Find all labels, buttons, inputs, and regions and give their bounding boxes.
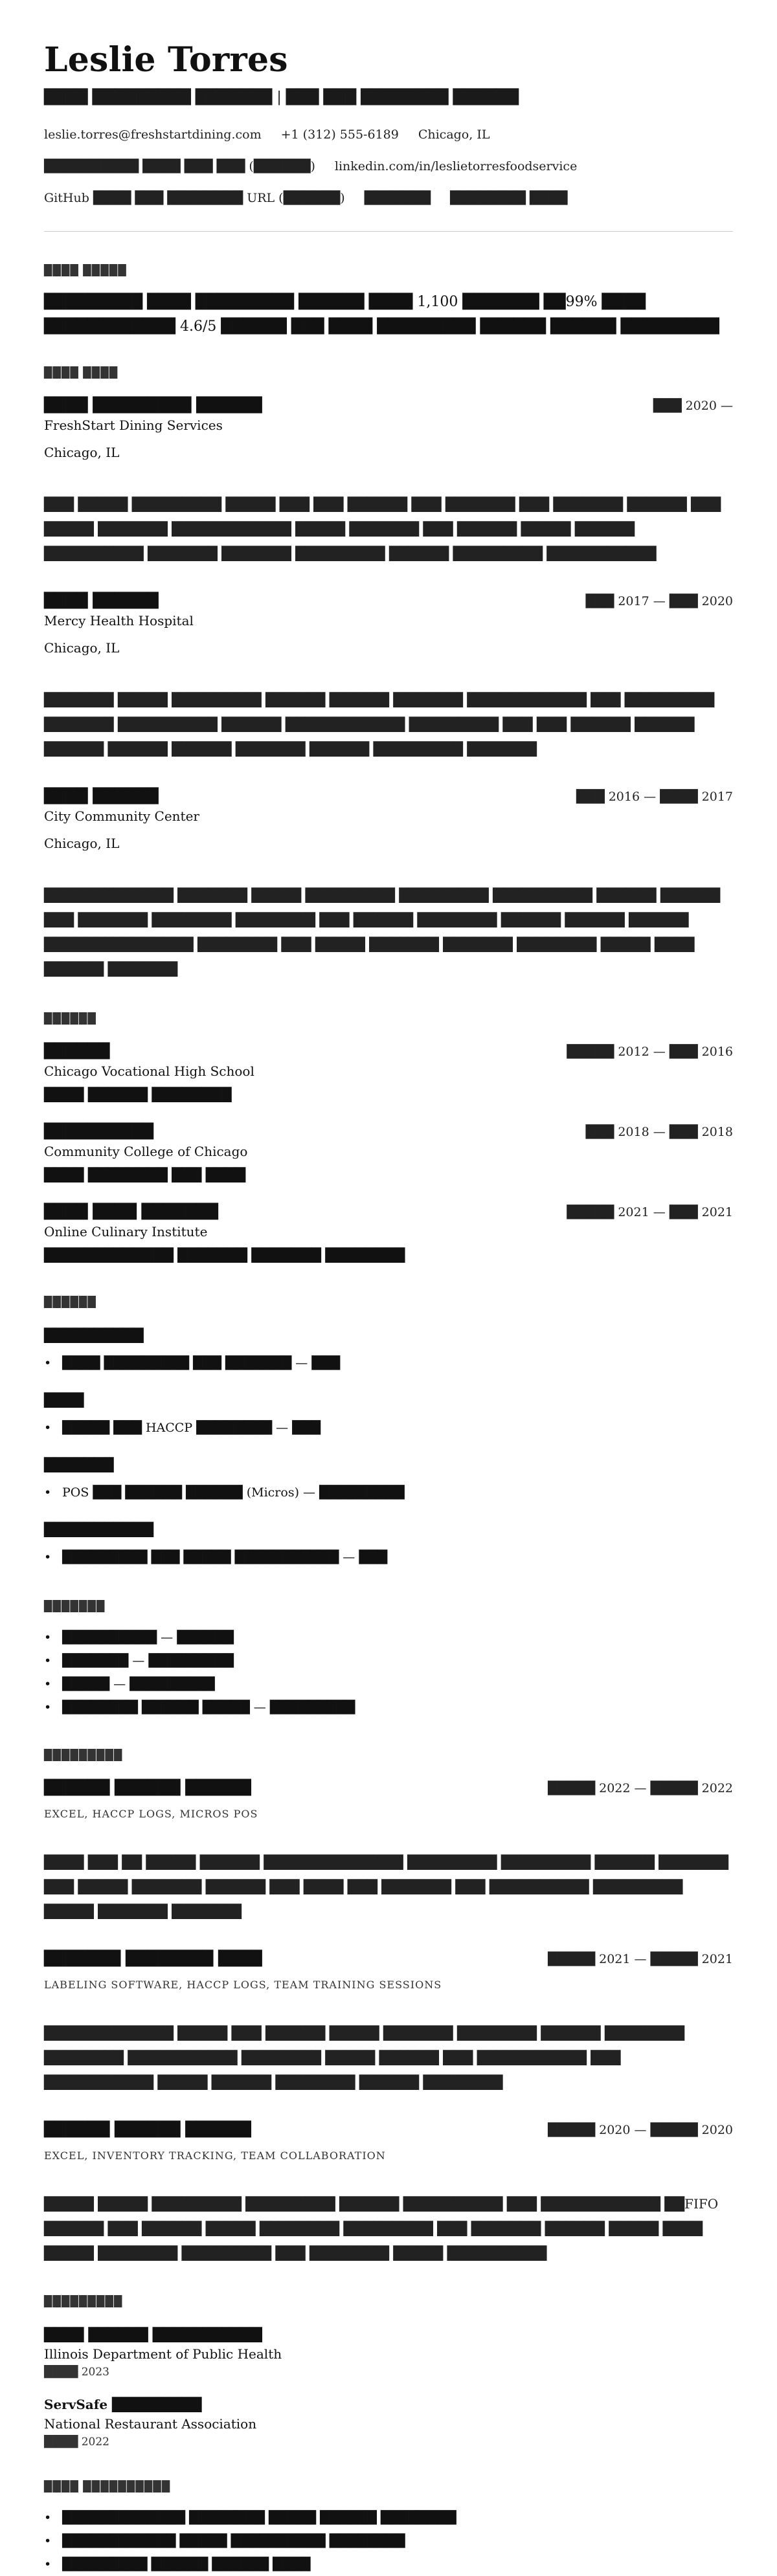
job-dates: ███ 2020 — xyxy=(653,399,733,413)
degree-name: ██████ xyxy=(44,1043,110,1060)
project-name: ███████ ████████ ████ xyxy=(44,1950,262,1967)
school-name: Online Culinary Institute xyxy=(44,1224,208,1239)
experience-section xyxy=(44,365,733,981)
experience-item-header xyxy=(44,590,733,611)
project-item-header xyxy=(44,1948,733,1969)
summary-section xyxy=(44,263,733,339)
job-organization: City Community Center xyxy=(44,808,199,824)
languages-list xyxy=(44,1626,733,1719)
project-description: █████████████ █████ ███ ██████ █████ ███████ ████████ ██████ ████████ ████████ ███████████ ████████ █████ ██████ ███ ███████████ ███ ███████████ █████ ██████ ████████ ██████ ████████ xyxy=(44,2025,685,2090)
contact-row-primary xyxy=(44,126,733,144)
job-role: ████ █████████ ██████ xyxy=(44,397,262,414)
project-dates: █████ 2022 — █████ 2022 xyxy=(548,1781,733,1795)
project-name: ██████ ██████ ██████ xyxy=(44,1779,251,1796)
project-name: ██████ ██████ ██████ xyxy=(44,2121,251,2138)
job-description: ███████ █████ █████████ ██████ ██████ ███████ ████████████ ███ █████████ ███████ ██████████ ██████ ████████████ █████████ ███ ███ ██████ ██████ ██████ ██████ ██████ ███████ ██████ █████████ ███████ xyxy=(44,692,715,757)
skill-item: • █████ ███ HACCP ████████ — ███ xyxy=(62,1416,733,1439)
project-tech: EXCEL, HACCP LOGS, MICROS POS xyxy=(44,1808,258,1820)
language-item: • █████ — █████████ xyxy=(62,1672,733,1696)
certification-item xyxy=(44,2395,733,2450)
projects-title: █████████ xyxy=(44,1749,123,1761)
languages-title: ███████ xyxy=(44,1600,106,1612)
portfolio-link[interactable]: ██████████ ████ ███ ███ (██████) xyxy=(44,159,315,173)
project-tech: EXCEL, INVENTORY TRACKING, TEAM COLLABORATION xyxy=(44,2149,386,2162)
job-dates: ███ 2016 — ████ 2017 xyxy=(576,790,733,804)
job-dates: ███ 2017 — ███ 2020 xyxy=(585,594,733,608)
contact-row-extra xyxy=(44,189,733,207)
education-item-header xyxy=(44,1121,733,1142)
skill-list xyxy=(44,1481,733,1504)
interest-item: • ████████████ █████ ██████████ ████████ xyxy=(62,2529,733,2553)
experience-item xyxy=(44,395,733,566)
projects-section xyxy=(44,1748,733,2265)
education-item xyxy=(44,1121,733,1184)
education-section xyxy=(44,1011,733,1265)
job-location: Chicago, IL xyxy=(44,836,120,851)
language-item: • ███████ — █████████ xyxy=(62,1649,733,1672)
certification-issuer: Illinois Department of Public Health xyxy=(44,2346,282,2362)
project-item xyxy=(44,2119,733,2265)
email-link[interactable]: leslie.torres@freshstartdining.com xyxy=(44,128,262,142)
interest-item: • █████████████ ████████ █████ ██████ ████████ xyxy=(62,2506,733,2529)
skill-group xyxy=(44,1455,733,1504)
location-text: Chicago, IL xyxy=(418,128,490,142)
skill-category: ███████████ xyxy=(44,1522,154,1537)
school-name: Chicago Vocational High School xyxy=(44,1063,254,1079)
education-title: ██████ xyxy=(44,1012,97,1025)
language-item: • ██████████ — ██████ xyxy=(62,1626,733,1649)
interest-item: • █████████ ██████ ██████ ████ xyxy=(62,2553,733,2576)
project-dates: █████ 2021 — █████ 2021 xyxy=(548,1952,733,1966)
interests-title: ████ ██████████ xyxy=(44,2480,171,2493)
skill-category: ██████████ xyxy=(44,1327,144,1343)
certification-item xyxy=(44,2325,733,2381)
field-of-study: █████████████ ███████ ███████ ████████ xyxy=(44,1247,405,1263)
experience-item xyxy=(44,786,733,981)
certification-name: ServSafe █████████ xyxy=(44,2397,202,2412)
skills-section xyxy=(44,1294,733,1569)
interests-list xyxy=(44,2506,733,2576)
project-item xyxy=(44,1948,733,2094)
experience-item-header xyxy=(44,395,733,416)
job-description: ███ █████ █████████ █████ ███ ███ ██████ ███ ███████ ███ ███████ ██████ ███ █████ ███████ ████████████ █████ ███████ ███ ██████ █████ ██████ ██████████ ███████ ███████ █████████ ██████ █████████ ███████████ xyxy=(44,496,721,561)
project-tech: LABELING SOFTWARE, HACCP LOGS, TEAM TRAINING SESSIONS xyxy=(44,1979,442,1991)
education-dates: ███ 2018 — ███ 2018 xyxy=(585,1125,733,1139)
extra-link-1[interactable]: ███████ xyxy=(364,191,431,205)
project-item xyxy=(44,1777,733,1924)
degree-name: ██████████ xyxy=(44,1123,154,1140)
skill-group xyxy=(44,1520,733,1569)
certification-issuer: National Restaurant Association xyxy=(44,2416,257,2432)
skill-list xyxy=(44,1416,733,1439)
job-location: Chicago, IL xyxy=(44,640,120,656)
certification-date: ████ 2023 xyxy=(44,2366,109,2379)
skill-group xyxy=(44,1326,733,1375)
languages-section xyxy=(44,1599,733,1719)
certification-date: ████ 2022 xyxy=(44,2436,109,2448)
phone-number: +1 (312) 555-6189 xyxy=(280,128,399,142)
school-name: Community College of Chicago xyxy=(44,1144,248,1159)
skill-item: • ████ █████████ ███ ███████ — ███ xyxy=(62,1351,733,1375)
github-link[interactable]: GitHub ████ ███ ████████ URL (██████) xyxy=(44,191,345,205)
candidate-headline: ████ █████████ ███████ | ███ ███ ████████ ██████ xyxy=(44,89,519,105)
skill-list xyxy=(44,1351,733,1375)
skill-item: • POS ███ ██████ ██████ (Micros) — █████████ xyxy=(62,1481,733,1504)
skill-list xyxy=(44,1546,733,1569)
header-divider xyxy=(44,231,733,232)
degree-name: ████ ████ ███████ xyxy=(44,1203,219,1220)
skill-category: ███████ xyxy=(44,1457,114,1472)
job-location: Chicago, IL xyxy=(44,445,120,460)
extra-link-2[interactable]: ████████ ████ xyxy=(449,191,568,205)
education-item-header xyxy=(44,1041,733,1061)
summary-title: ████ █████ xyxy=(44,264,127,276)
education-dates: █████ 2012 — ███ 2016 xyxy=(567,1045,733,1059)
language-item: • ████████ ██████ █████ — █████████ xyxy=(62,1696,733,1719)
skill-item: • █████████ ███ █████ ███████████ — ███ xyxy=(62,1546,733,1569)
certifications-title: █████████ xyxy=(44,2295,123,2307)
contact-row-links xyxy=(44,157,733,175)
project-item-header xyxy=(44,1777,733,1798)
education-dates: █████ 2021 — ███ 2021 xyxy=(567,1205,733,1219)
job-role: ████ ██████ xyxy=(44,592,159,609)
job-organization: Mercy Health Hospital xyxy=(44,613,194,628)
project-description: ████ ███ ██ █████ ██████ ██████████████ █████████ █████████ ██████ ███████ ███ █████ ███████ ██████ ███ ████ ███ ███████ ███ ██████████ █████████ █████ ███████ ███████ xyxy=(44,1854,728,1919)
linkedin-link[interactable]: linkedin.com/in/leslietorresfoodservice xyxy=(334,159,578,173)
education-item xyxy=(44,1041,733,1104)
field-of-study: ████ ██████ ████████ xyxy=(44,1087,232,1102)
job-organization: FreshStart Dining Services xyxy=(44,417,223,433)
skills-title: ██████ xyxy=(44,1296,97,1308)
job-role: ████ ██████ xyxy=(44,788,159,805)
education-item xyxy=(44,1201,733,1265)
summary-text: █████████ ████ █████████ ██████ ████ 1,100 ███████ ██99% ████ ████████████ 4.6/5 ██████ ███ ████ █████████ ██████ ██████ █████████ xyxy=(44,294,719,335)
experience-item-header xyxy=(44,786,733,806)
experience-item xyxy=(44,590,733,761)
experience-title: ████ ████ xyxy=(44,366,118,379)
certifications-section xyxy=(44,2294,733,2450)
field-of-study: ████ ████████ ███ ████ xyxy=(44,1167,246,1183)
skill-category: ████ xyxy=(44,1392,84,1408)
project-description: █████ █████ █████████ █████████ ██████ ██████████ ███ ████████████ ██FIFO ██████ ███ ██████ █████ ████████ █████████ ███ ███████ ██████ █████ ████ █████ ████████ █████████ ███ ████████ █████ ██████████ xyxy=(44,2196,719,2261)
interests-section xyxy=(44,2479,733,2576)
education-item-header xyxy=(44,1201,733,1222)
candidate-name: Leslie Torres xyxy=(44,40,288,80)
skill-group xyxy=(44,1390,733,1439)
job-description: █████████████ ███████ █████ █████████ █████████ ██████████ ██████ ██████ ███ ███████ ████████ ████████ ███ ██████ ████████ ██████ ██████ ██████ ███████████████ ████████ ███ █████ ███████ ███████ ████████ █████ ████ ██████ ███████ xyxy=(44,887,721,977)
project-item-header xyxy=(44,2119,733,2140)
project-dates: █████ 2020 — █████ 2020 xyxy=(548,2123,733,2137)
certification-name: ████ ██████ ███████████ xyxy=(44,2327,262,2342)
